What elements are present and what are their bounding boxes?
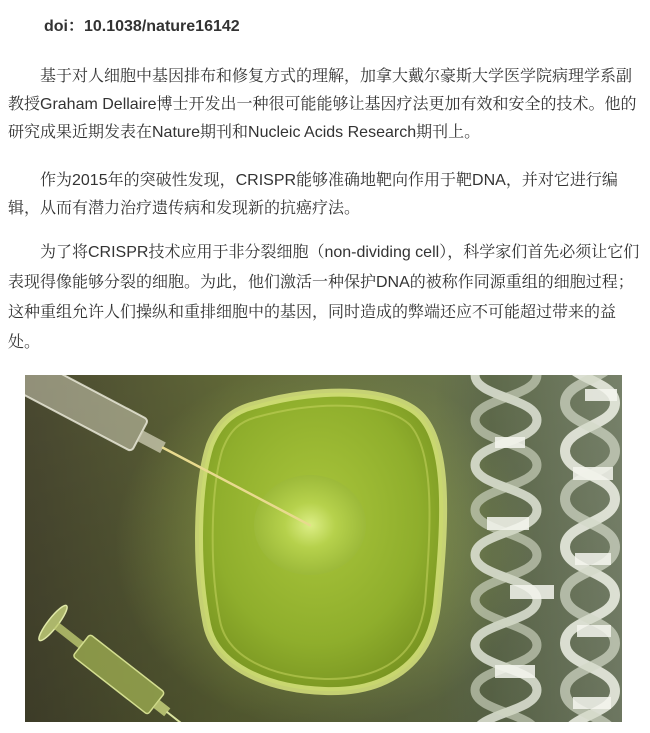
dna-base-pair xyxy=(495,665,535,678)
dna-base-pair xyxy=(487,517,529,530)
article-paragraph-2: 作为2015年的突破性发现，CRISPR能够准确地靶向作用于靶DNA，并对它进行编辑，从而有潜力治疗遗传病和发现新的抗癌疗法。 xyxy=(8,172,618,217)
dna-base-pair xyxy=(575,553,611,565)
article-paragraph-1: 基于对人细胞中基因排布和修复方式的理解，加拿大戴尔豪斯大学医学院病理学系副教授Graham Dellaire博士开发出一种很可能能够让基因疗法更加有效和安全的技术。他的研究成果近期发表在Nature期刊和Nucleic Acids Research期刊上。 xyxy=(8,68,637,141)
dna-base-pair xyxy=(573,697,611,709)
doi-heading: doi：10.1038/nature16142 xyxy=(44,18,240,35)
dna-base-pair xyxy=(510,585,554,599)
dna-base-pair xyxy=(577,625,611,637)
dna-base-pair xyxy=(585,389,617,401)
article-figure-cell-injection xyxy=(25,375,622,722)
dna-base-pair xyxy=(573,467,613,480)
article-paragraph-3: 为了将CRISPR技术应用于非分裂细胞（non-dividing cell），科学家们首先必须让它们表现得像能够分裂的细胞。为此，他们激活一种保护DNA的被称作同源重组的细胞过程；这种重组允许人们操纵和重排细胞中的基因，同时造成的弊端还应不可能超过带来的益处。 xyxy=(8,244,640,351)
dna-base-pair xyxy=(495,437,525,448)
